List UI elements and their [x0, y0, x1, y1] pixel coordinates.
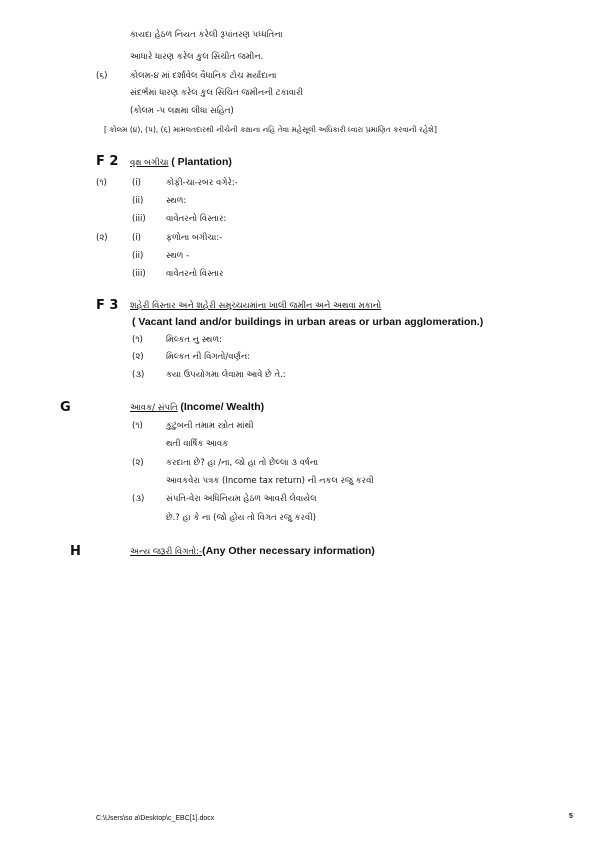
- g-item-2-number: (૨): [132, 458, 144, 468]
- intro-line-1: કાયદા હેઠળ નિયત કરેલી રૂપાંતરણ પધ્ધતિના: [130, 30, 283, 40]
- f3-item-3-text: કયા ઉપયોગમા લેવામા આવે છે તે.:: [166, 370, 286, 380]
- f2-group-1-item-3-text: વાવેતરનો વિસ્તાર:: [166, 214, 227, 224]
- item-6-line-2: સંદર્ભમાં ધારણ કરેલ કુલ સિંચિત જમીનની ટકાવારી: [130, 88, 303, 98]
- intro-line-2: આધારે ધારણ કરેલ કુલ સિંચીત જમીન.: [130, 52, 264, 62]
- item-6-number: (૬): [96, 71, 108, 81]
- f3-item-2-number: (૨): [132, 352, 144, 362]
- section-f3-title-english: ( Vacant land and/or buildings in urban areas or urban agglomeration.): [132, 316, 484, 328]
- section-g-id: G: [60, 400, 71, 415]
- section-h-id: H: [70, 544, 81, 559]
- item-6-line-3: (કોલમ -પ લક્ષમાં લીધા સહિત): [130, 106, 234, 116]
- f2-group-2-item-3-text: વાવેતરનો વિસ્તાર: [166, 269, 224, 279]
- certification-note: [ કોલમ (૪), (૫), (૬) મામલતદારથી નીચેની કક્ષાના નહિ તેવા મહેસૂલી અધિકારી ધ્વારા પ્રમાણિત કરવાની રહેશે]: [104, 125, 437, 134]
- section-f2-title-gujarati: વૃક્ષ બગીચા: [130, 158, 169, 168]
- f3-item-1-text: મિલ્કત નુ સ્થળ:: [166, 335, 222, 345]
- f2-group-1-item-1-text: કોફી-ચા-રબર વગેરે:-: [166, 178, 238, 188]
- f2-group-1-item-3-roman: (iii): [132, 214, 146, 224]
- f2-group-1-number: (૧): [96, 178, 107, 188]
- section-g-title-english: (Income/ Wealth): [180, 401, 265, 413]
- f2-group-1-item-1-roman: (i): [132, 178, 141, 188]
- page-number: 5: [569, 813, 573, 820]
- g-item-3-line-2: છે.? હા કે ના (જો હોય તો વિગત રજુ કરવી): [166, 513, 316, 523]
- f2-group-1-item-2-text: સ્થળ:: [166, 196, 187, 206]
- g-item-3-number: (૩): [132, 494, 145, 504]
- g-item-2-line-2: આવકવેરા પત્રક (Income tax return) ની નકલ રજુ કરવી: [166, 476, 374, 486]
- g-item-1-line-2: થતી વાર્ષિક આવક: [166, 439, 229, 449]
- f3-item-3-number: (૩): [132, 370, 145, 380]
- section-h-title-gujarati: અન્ય જરૂરી વિગતો:-: [130, 547, 203, 557]
- g-item-3-line-1: સંપતિ-વેરા અધિનિયમ હેઠળ આવરી લેવાયેલ: [166, 494, 317, 504]
- section-g-title-gujarati: આવક/ સંપતિ: [130, 403, 178, 413]
- f2-group-1-item-2-roman: (ii): [132, 196, 144, 206]
- f2-group-2-item-2-text: સ્થળ -: [166, 251, 190, 261]
- g-item-2-line-1: કરદાતા છે? હા /ના, જો હા તો છેલ્લા ૩ વર્ષના: [166, 458, 319, 468]
- section-f3-id: F 3: [96, 298, 119, 313]
- f2-group-2-item-1-roman: (i): [132, 233, 141, 243]
- f3-item-2-text: મિલ્કત ની વિગતો/વર્ણન:: [166, 352, 251, 362]
- section-f3-title-gujarati: શહેરી વિસ્તાર અને શહેરી સમુચ્ચયમાંના ખાલી જમીન અને અથવા મકાનો: [130, 301, 382, 311]
- f2-group-2-number: (૨): [96, 233, 108, 243]
- f2-group-2-item-2-roman: (ii): [132, 251, 144, 261]
- item-6-line-1: કોલમ-૪ માં દર્શાવેલ વૈધાનિક ટોચ મર્યાદાના: [130, 71, 277, 81]
- section-f2-title-english: ( Plantation): [171, 156, 232, 168]
- f2-group-2-item-1-text: ફળોના બગીચા:-: [166, 233, 223, 243]
- section-h-title: [130, 546, 375, 558]
- f3-item-1-number: (૧): [132, 335, 143, 345]
- section-g-title: [130, 402, 264, 414]
- section-f2-title: [130, 157, 232, 169]
- footer-file-path: C:\Users\so a\Desktop\c_EBC[1].docx: [96, 815, 215, 822]
- section-f2-id: F 2: [96, 154, 119, 169]
- g-item-1-line-1: કુટુંબની તમામ સ્ત્રોત માંથી: [166, 421, 254, 431]
- section-h-title-english: (Any Other necessary information): [202, 545, 375, 557]
- g-item-1-number: (૧): [132, 421, 143, 431]
- f2-group-2-item-3-roman: (iii): [132, 269, 146, 279]
